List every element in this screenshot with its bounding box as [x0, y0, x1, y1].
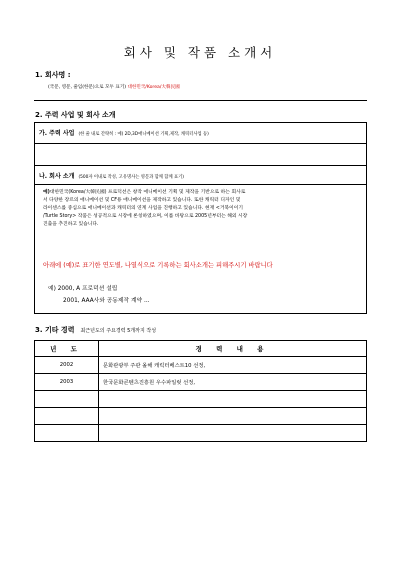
year-cell [35, 391, 99, 408]
table-header-row [35, 341, 367, 357]
table-row [35, 408, 367, 425]
table-row [35, 425, 367, 442]
para-line: 라이센스를 중심으로 애니메이션과 캐릭터의 연계 사업을 진행하고 있습니다. 현재 <거북이이기 [43, 206, 243, 211]
section-3-note: 최근년도의 주요경력 5개까지 작성 [80, 328, 157, 334]
company-intro-paragraph [43, 189, 361, 229]
section-2-heading: 2. 주력 사업 및 회사 소개 [35, 111, 116, 119]
year-cell: 2002 [35, 357, 99, 374]
year-cell [35, 408, 99, 425]
company-name-value: 대한민국/Korea/大韓民國 [127, 85, 180, 90]
para-line: /Turtle Story> 작품은 성공적으로 시장에 론칭하였으며, 이를 바탕으로 2005년부터는 해외 시장 [43, 214, 248, 219]
col-year-header: 년 도 [35, 341, 99, 357]
page-title: 회사 및 작품 소개서 [123, 45, 277, 60]
para-line: 예)대한민국(Korea/大韓民國) 프로덕션은 창작 애니메이션 기획 및 제작을 기반으로 하는 회사로 [43, 190, 246, 195]
box-divider [35, 143, 366, 144]
section-1-heading: 1. 회사명 : [35, 71, 71, 79]
company-name-instruction: (국문, 영문, 줄임(한문)으로 모두 표기) [48, 85, 127, 90]
content-cell [99, 408, 367, 425]
company-name-line [48, 84, 180, 90]
example-line-2: 2001, AAA사와 공동제작 계약 ... [63, 298, 150, 304]
year-cell [35, 425, 99, 442]
career-table [34, 340, 367, 442]
table-row [35, 374, 367, 391]
content-cell: 문화관광부 주관 올해 캐릭터베스트10 선정, [99, 357, 367, 374]
example-line-1: 예) 2000, A 프로덕션 설립 [48, 286, 118, 292]
content-cell [99, 425, 367, 442]
content-cell [99, 391, 367, 408]
main-business-note: (한 줄 내로 간략히 : 예) 2D,3D애니메이션 기획,제작, 캐릭터사업 등) [78, 132, 209, 137]
main-business-title: 가. 주력 사업 [39, 130, 75, 137]
company-intro-note: (500자 이내로 작성, 고유명사는 영문과 함께 함께 표기) [78, 175, 184, 180]
warning-text: 아래에 (예)로 표기한 연도별, 나열식으로 기록하는 회사소개는 피해주시기 바랍니다 [43, 262, 273, 269]
col-content-header: 경 력 내 용 [99, 341, 367, 357]
company-intro-title: 나. 회사 소개 [39, 173, 75, 180]
table-row [35, 391, 367, 408]
main-business-label [39, 128, 209, 137]
main-business-box [34, 122, 367, 166]
section-3-title: 3. 기타 경력 [35, 326, 75, 334]
company-intro-label [39, 171, 184, 180]
section-1-divider [34, 100, 367, 101]
box-divider [35, 184, 366, 185]
para-line: 진출을 추진하고 있습니다. [43, 222, 99, 227]
year-cell: 2003 [35, 374, 99, 391]
section-3-heading [35, 325, 156, 335]
para-line: 서 다양한 장르의 애니메이션 및 CF용 애니메이션을 제작하고 있습니다. 또한 캐릭터 디자인 및 [43, 198, 241, 203]
content-cell: 한국문화콘텐츠진흥원 우수파일럿 선정, [99, 374, 367, 391]
table-row [35, 357, 367, 374]
